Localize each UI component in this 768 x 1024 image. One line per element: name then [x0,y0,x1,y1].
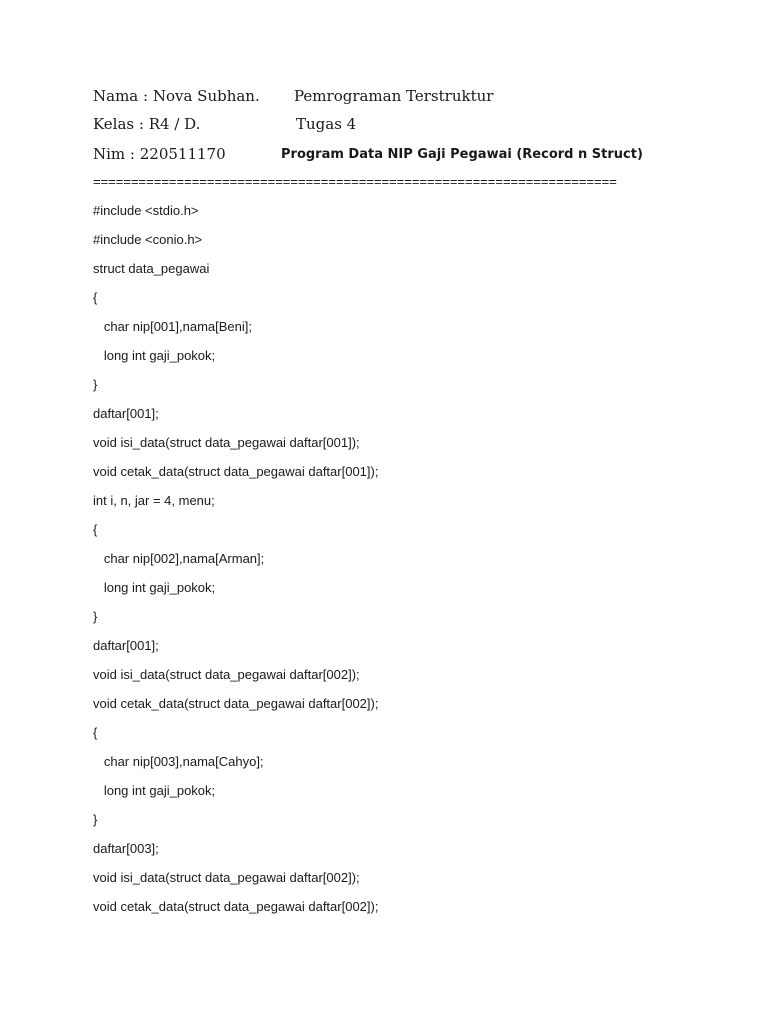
course-name: Pemrograman Terstruktur [294,87,494,105]
code-line: char nip[003],nama[Cahyo]; [93,754,264,769]
code-line: { [93,725,98,740]
student-nim: Nim : 220511170 [93,145,226,163]
code-line: void isi_data(struct data_pegawai daftar[002]); [93,870,360,885]
code-line: int i, n, jar = 4, menu; [93,493,215,508]
code-line: } [93,609,98,624]
code-line: long int gaji_pokok; [93,348,216,363]
code-line: struct data_pegawai [93,261,210,276]
code-line: daftar[001]; [93,638,159,653]
code-line: void cetak_data(struct data_pegawai daftar[002]); [93,696,379,711]
code-line: daftar[003]; [93,841,159,856]
code-line: { [93,290,98,305]
code-line: #include <stdio.h> [93,203,199,218]
student-class: Kelas : R4 / D. [93,115,201,133]
code-line: void isi_data(struct data_pegawai daftar[001]); [93,435,360,450]
code-line: daftar[001]; [93,406,159,421]
code-line: } [93,812,98,827]
code-line: #include <conio.h> [93,232,203,247]
code-listing [93,201,693,926]
program-title: Program Data NIP Gaji Pegawai (Record n Struct) [281,147,643,162]
code-line: char nip[002],nama[Arman]; [93,551,265,566]
code-line: void cetak_data(struct data_pegawai daftar[002]); [93,899,379,914]
student-name: Nama : Nova Subhan. [93,87,260,105]
code-line: long int gaji_pokok; [93,580,216,595]
code-line: void isi_data(struct data_pegawai daftar[002]); [93,667,360,682]
code-line: } [93,377,98,392]
code-line: { [93,522,98,537]
code-line: char nip[001],nama[Beni]; [93,319,252,334]
code-line: void cetak_data(struct data_pegawai daftar[001]); [93,464,379,479]
separator-line: ===================================================================== [93,174,617,189]
assignment-number: Tugas 4 [296,115,357,133]
code-line: long int gaji_pokok; [93,783,216,798]
